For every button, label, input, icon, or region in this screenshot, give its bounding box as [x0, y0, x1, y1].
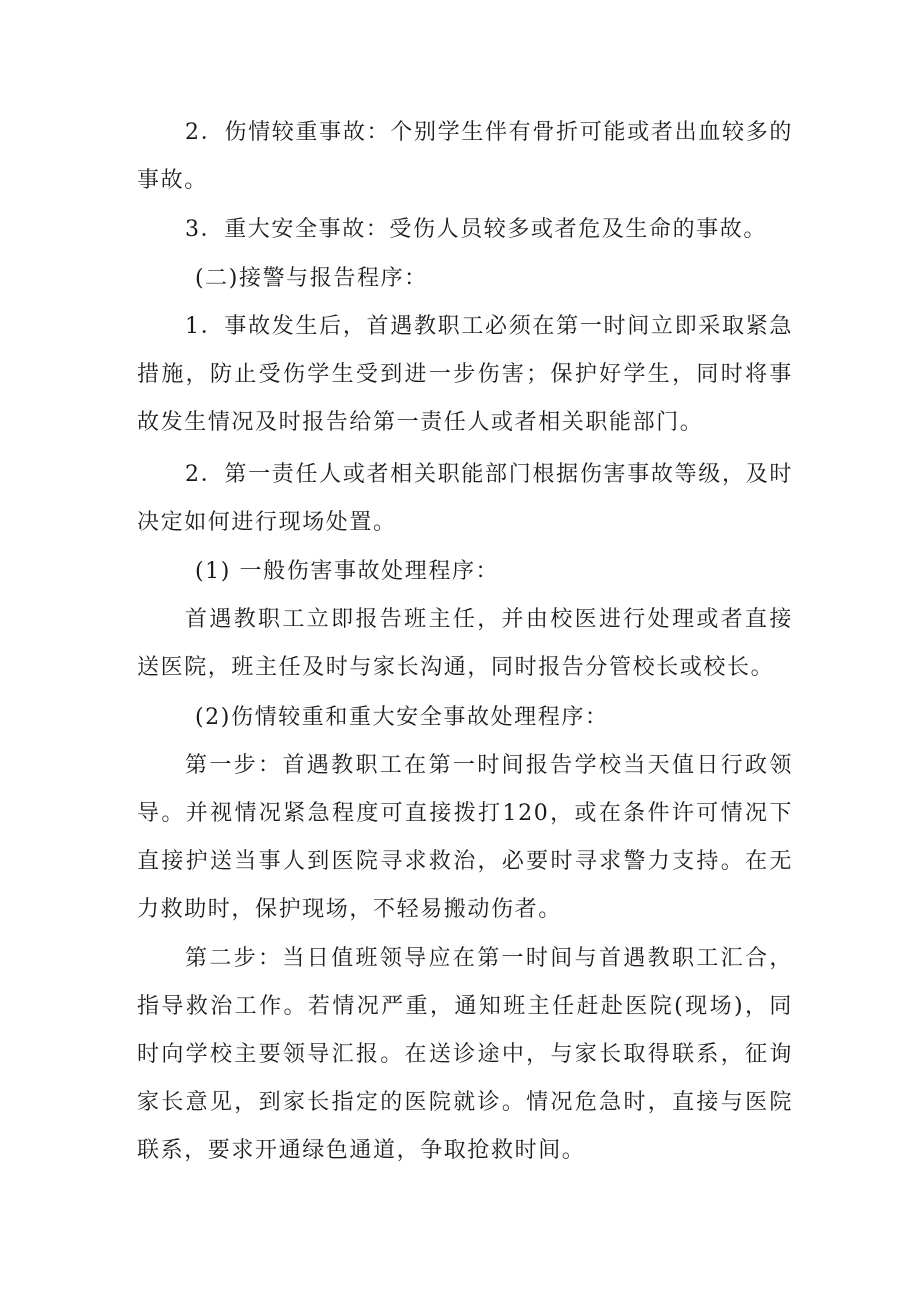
paragraph-step-1-after-accident: 1．事故发生后，首遇教职工必须在第一时间立即采取紧急措施，防止受伤学生受到进一步伤害；保护好学生，同时将事故发生情况及时报告给第一责任人或者相关职能部门。: [137, 314, 793, 435]
paragraph-step-2-responsibility: 2．第一责任人或者相关职能部门根据伤害事故等级，及时决定如何进行现场处置。: [137, 462, 793, 535]
paragraph-major-accident: 3．重大安全事故：受伤人员较多或者危及生命的事故。: [185, 217, 767, 242]
paragraph-second-step: 第二步：当日值班领导应在第一时间与首遇教职工汇合，指导救治工作。若情况严重，通知班主任赶赴医院(现场)，同时向学校主要领导汇报。在送诊途中，与家长取得联系，征询家长意见，到家长指定的医院就诊。情况危急时，直接与医院联系，要求开通绿色通道，争取抢救时间。: [137, 946, 793, 1163]
paragraph-general-injury-procedure: 首遇教职工立即报告班主任，并由校医进行处理或者直接送医院，班主任及时与家长沟通，同时报告分管校长或校长。: [137, 607, 793, 680]
section-heading-report-procedure: (二)接警与报告程序：: [195, 266, 428, 291]
subheading-serious-injury: (2)伤情较重和重大安全事故处理程序：: [195, 705, 609, 730]
paragraph-injury-serious: 2．伤情较重事故：个别学生伴有骨折可能或者出血较多的事故。: [137, 120, 793, 193]
subheading-general-injury: (1) 一般伤害事故处理程序：: [195, 559, 500, 584]
paragraph-first-step: 第一步：首遇教职工在第一时间报告学校当天值日行政领导。并视情况紧急程度可直接拨打120，或在条件许可情况下直接护送当事人到医院寻求救治，必要时寻求警力支持。在无力救助时，保护现场，不轻易搬动伤者。: [137, 753, 793, 922]
